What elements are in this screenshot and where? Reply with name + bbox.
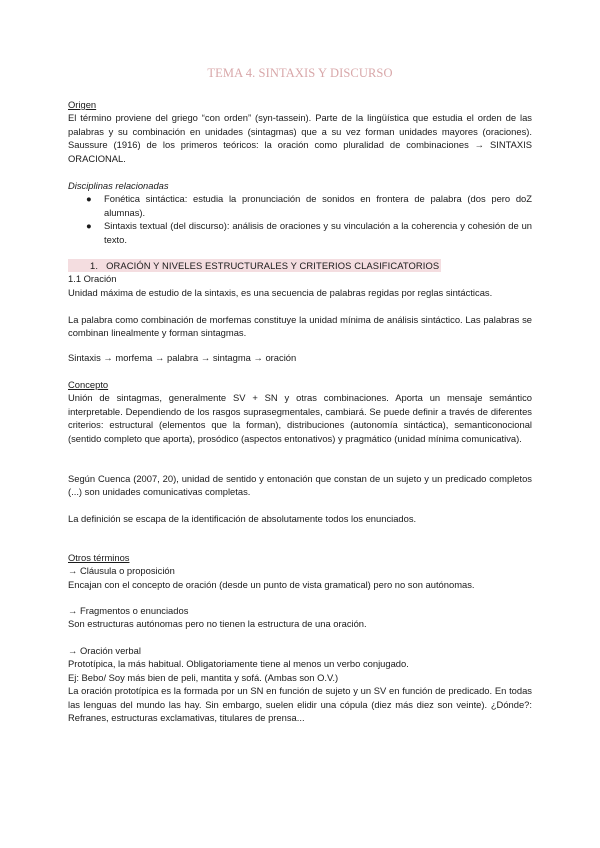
- concepto-section: [68, 378, 532, 445]
- fragmentos-block: [68, 604, 532, 631]
- clausula-text: Encajan con el concepto de oración (desde un punto de vista gramatical) pero no son autónomas.: [68, 578, 475, 590]
- origen-heading: Origen: [68, 99, 97, 110]
- origen-text: El término proviene del griego “con orden” (syn-tassein). Parte de la lingüística que estudia el orden de las palabras y su combinación en unidades (sintagmas) que a su vez forman unidades mayores (oraciones). Saussure (1916) de los primeros teóricos: la oración como pluralidad de combinaciones → SINTAXIS ORACIONAL.: [68, 112, 532, 164]
- subsection-oracion-title: 1.1 Oración: [68, 273, 117, 285]
- disciplinas-list: [68, 192, 532, 246]
- escapa-paragraph: La definición se escapa de la identificación de absolutamente todos los enunciados.: [68, 513, 417, 524]
- disciplinas-section: [68, 179, 532, 246]
- list-item: [68, 192, 532, 219]
- bullet-icon: ●: [86, 220, 92, 232]
- fragmentos-text: Son estructuras autónomas pero no tienen la estructura de una oración.: [68, 618, 367, 630]
- verbal-paragraph: La oración prototípica es la formada por un SN en función de sujeto y un SV en función de predicado. En todas las lenguas del mundo las hay. Sin embargo, suelen elidir una cópula (diez más diez son veinte). ¿Dónde?: Refranes, estructuras exclamativas, titulares de prensa...: [68, 685, 532, 724]
- sintaxis-chain: Sintaxis → morfema → palabra → sintagma → oración: [68, 352, 297, 363]
- verbal-line-1: Prototípica, la más habitual. Obligatoriamente tiene al menos un verbo conjugado.: [68, 658, 409, 670]
- oracion-definition: Unidad máxima de estudio de la sintaxis, es una secuencia de palabras regidas por reglas sintácticas.: [68, 286, 493, 298]
- list-item-text: Fonética sintáctica: estudia la pronunciación de sonidos en frontera de palabra (dos pero doZ alumnas).: [104, 193, 532, 218]
- clausula-label: → Cláusula o proposición: [68, 565, 175, 577]
- escapa-block: [68, 512, 532, 525]
- concepto-text: Unión de sintagmas, generalmente SV + SN y otras combinaciones. Aporta un mensaje semántico interpretable. Dependiendo de los rasgos suprasegmentales, cambiará. Se puede definir a través de diferentes criterios: estructural (elementos que la forman), distribuciones (autonomía sintáctica), semanticonocional (sentido completo que aporta), prosódico (aspectos entonativos) y pragmático (unidad mínima comunicativa).: [68, 392, 532, 444]
- section-1-title: ORACIÓN Y NIVELES ESTRUCTURALES Y CRITERIOS CLASIFICATORIOS: [106, 260, 440, 271]
- cuenca-paragraph: Según Cuenca (2007, 20), unidad de sentido y entonación que constan de un sujeto y un predicado completos (...) son unidades comunicativas completas.: [68, 473, 532, 498]
- document-title: TEMA 4. SINTAXIS Y DISCURSO: [207, 66, 393, 80]
- disciplinas-heading: Disciplinas relacionadas: [68, 180, 169, 191]
- palabra-paragraph: La palabra como combinación de morfemas constituye la unidad mínima de análisis sintáctico. Las palabras se combinan linealmente y forman sintagmas.: [68, 314, 532, 339]
- verbal-line-2: Ej: Bebo/ Soy más bien de peli, mantita y sofá. (Ambas son O.V.): [68, 671, 339, 683]
- verbal-label: → Oración verbal: [68, 645, 141, 656]
- chain-block: [68, 351, 532, 364]
- palabra-paragraph-block: [68, 313, 532, 340]
- otros-heading: Otros términos: [68, 552, 130, 563]
- origen-section: [68, 98, 532, 165]
- fragmentos-label: → Fragmentos o enunciados: [68, 605, 189, 616]
- cuenca-block: [68, 472, 532, 499]
- list-item-text: Sintaxis textual (del discurso): análisis de oraciones y su vinculación a la coherencia y cohesión de un texto.: [104, 220, 532, 245]
- list-item: [68, 219, 532, 246]
- concepto-heading: Concepto: [68, 379, 109, 390]
- otros-section: [68, 551, 532, 591]
- bullet-icon: ●: [86, 193, 92, 205]
- section-1-highlight: [68, 259, 441, 272]
- oracion-verbal-block: [68, 644, 532, 724]
- section-1-heading: [68, 259, 532, 272]
- section-1: [68, 259, 532, 299]
- section-1-number: 1.: [90, 260, 99, 271]
